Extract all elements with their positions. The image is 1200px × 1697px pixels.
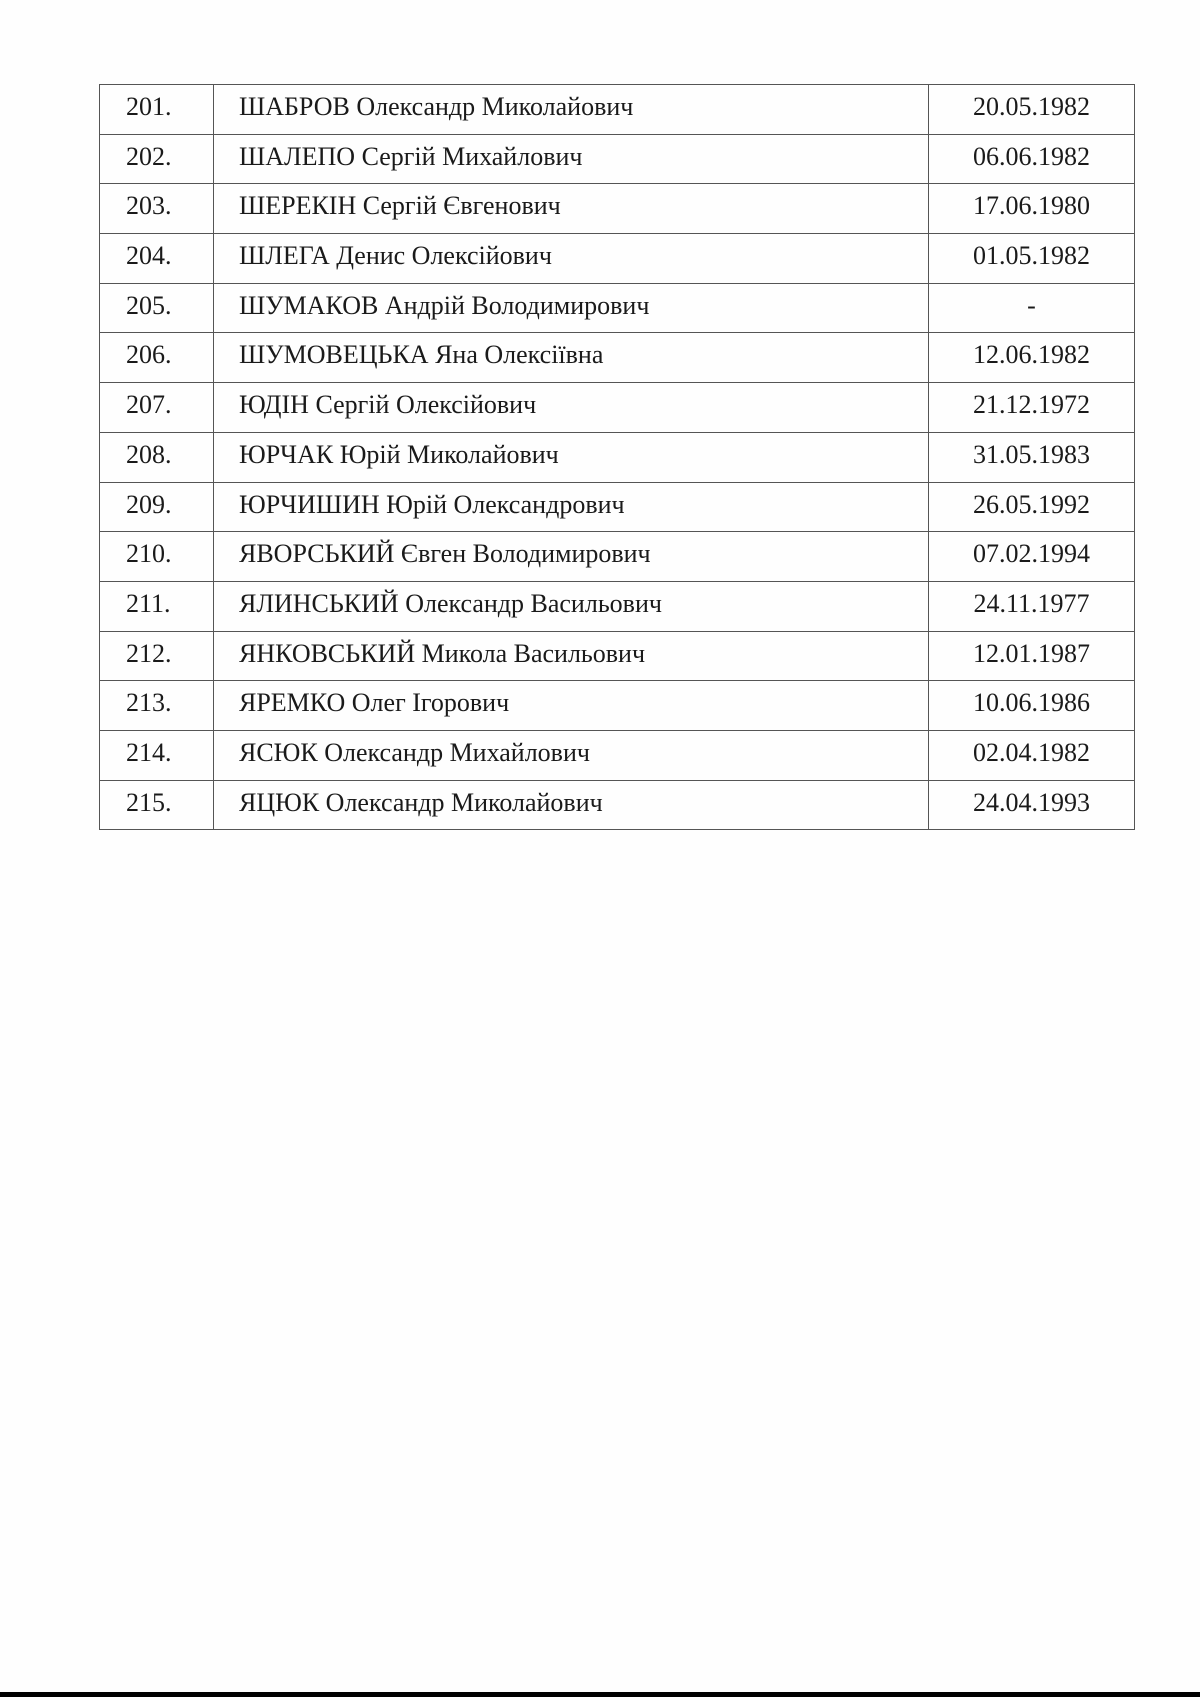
table-row	[100, 383, 1135, 433]
table-row	[100, 482, 1135, 532]
table-row	[100, 730, 1135, 780]
table-row	[100, 333, 1135, 383]
table-row	[100, 631, 1135, 681]
full-name-cell: ШАЛЕПО Сергій Михайлович	[214, 134, 929, 184]
full-name-cell: ЯВОРСЬКИЙ Євген Володимирович	[214, 532, 929, 582]
birth-date-cell: 31.05.1983	[929, 432, 1135, 482]
page-bottom-edge	[0, 1692, 1200, 1697]
full-name-cell: ШЛЕГА Денис Олексійович	[214, 234, 929, 284]
table-row	[100, 681, 1135, 731]
birth-date-cell: 01.05.1982	[929, 234, 1135, 284]
table-row	[100, 581, 1135, 631]
roster-table-body	[100, 85, 1135, 830]
birth-date-cell: 10.06.1986	[929, 681, 1135, 731]
table-row	[100, 432, 1135, 482]
table-row	[100, 780, 1135, 830]
row-number-cell: 210.	[100, 532, 214, 582]
row-number-cell: 204.	[100, 234, 214, 284]
full-name-cell: ШУМОВЕЦЬКА Яна Олексіївна	[214, 333, 929, 383]
row-number-cell: 207.	[100, 383, 214, 433]
birth-date-cell: 12.01.1987	[929, 631, 1135, 681]
birth-date-cell: 26.05.1992	[929, 482, 1135, 532]
birth-date-cell: 21.12.1972	[929, 383, 1135, 433]
row-number-cell: 208.	[100, 432, 214, 482]
row-number-cell: 215.	[100, 780, 214, 830]
table-row	[100, 85, 1135, 135]
row-number-cell: 206.	[100, 333, 214, 383]
table-row	[100, 184, 1135, 234]
birth-date-cell: 02.04.1982	[929, 730, 1135, 780]
birth-date-cell: 17.06.1980	[929, 184, 1135, 234]
row-number-cell: 205.	[100, 283, 214, 333]
birth-date-cell: 24.04.1993	[929, 780, 1135, 830]
full-name-cell: ШЕРЕКІН Сергій Євгенович	[214, 184, 929, 234]
birth-date-cell: 24.11.1977	[929, 581, 1135, 631]
birth-date-cell: 06.06.1982	[929, 134, 1135, 184]
row-number-cell: 211.	[100, 581, 214, 631]
row-number-cell: 213.	[100, 681, 214, 731]
row-number-cell: 209.	[100, 482, 214, 532]
birth-date-cell: -	[929, 283, 1135, 333]
full-name-cell: ШАБРОВ Олександр Миколайович	[214, 85, 929, 135]
table-row	[100, 283, 1135, 333]
full-name-cell: ЯСЮК Олександр Михайлович	[214, 730, 929, 780]
row-number-cell: 212.	[100, 631, 214, 681]
full-name-cell: ЯЦЮК Олександр Миколайович	[214, 780, 929, 830]
full-name-cell: ЮРЧАК Юрій Миколайович	[214, 432, 929, 482]
full-name-cell: ЮДІН Сергій Олексійович	[214, 383, 929, 433]
full-name-cell: ЯЛИНСЬКИЙ Олександр Васильович	[214, 581, 929, 631]
row-number-cell: 214.	[100, 730, 214, 780]
row-number-cell: 201.	[100, 85, 214, 135]
full-name-cell: ЯНКОВСЬКИЙ Микола Васильович	[214, 631, 929, 681]
birth-date-cell: 07.02.1994	[929, 532, 1135, 582]
birth-date-cell: 12.06.1982	[929, 333, 1135, 383]
full-name-cell: ЮРЧИШИН Юрій Олександрович	[214, 482, 929, 532]
table-row	[100, 234, 1135, 284]
table-row	[100, 134, 1135, 184]
birth-date-cell: 20.05.1982	[929, 85, 1135, 135]
row-number-cell: 203.	[100, 184, 214, 234]
row-number-cell: 202.	[100, 134, 214, 184]
full-name-cell: ЯРЕМКО Олег Ігорович	[214, 681, 929, 731]
table-row	[100, 532, 1135, 582]
full-name-cell: ШУМАКОВ Андрій Володимирович	[214, 283, 929, 333]
roster-table	[99, 84, 1135, 830]
